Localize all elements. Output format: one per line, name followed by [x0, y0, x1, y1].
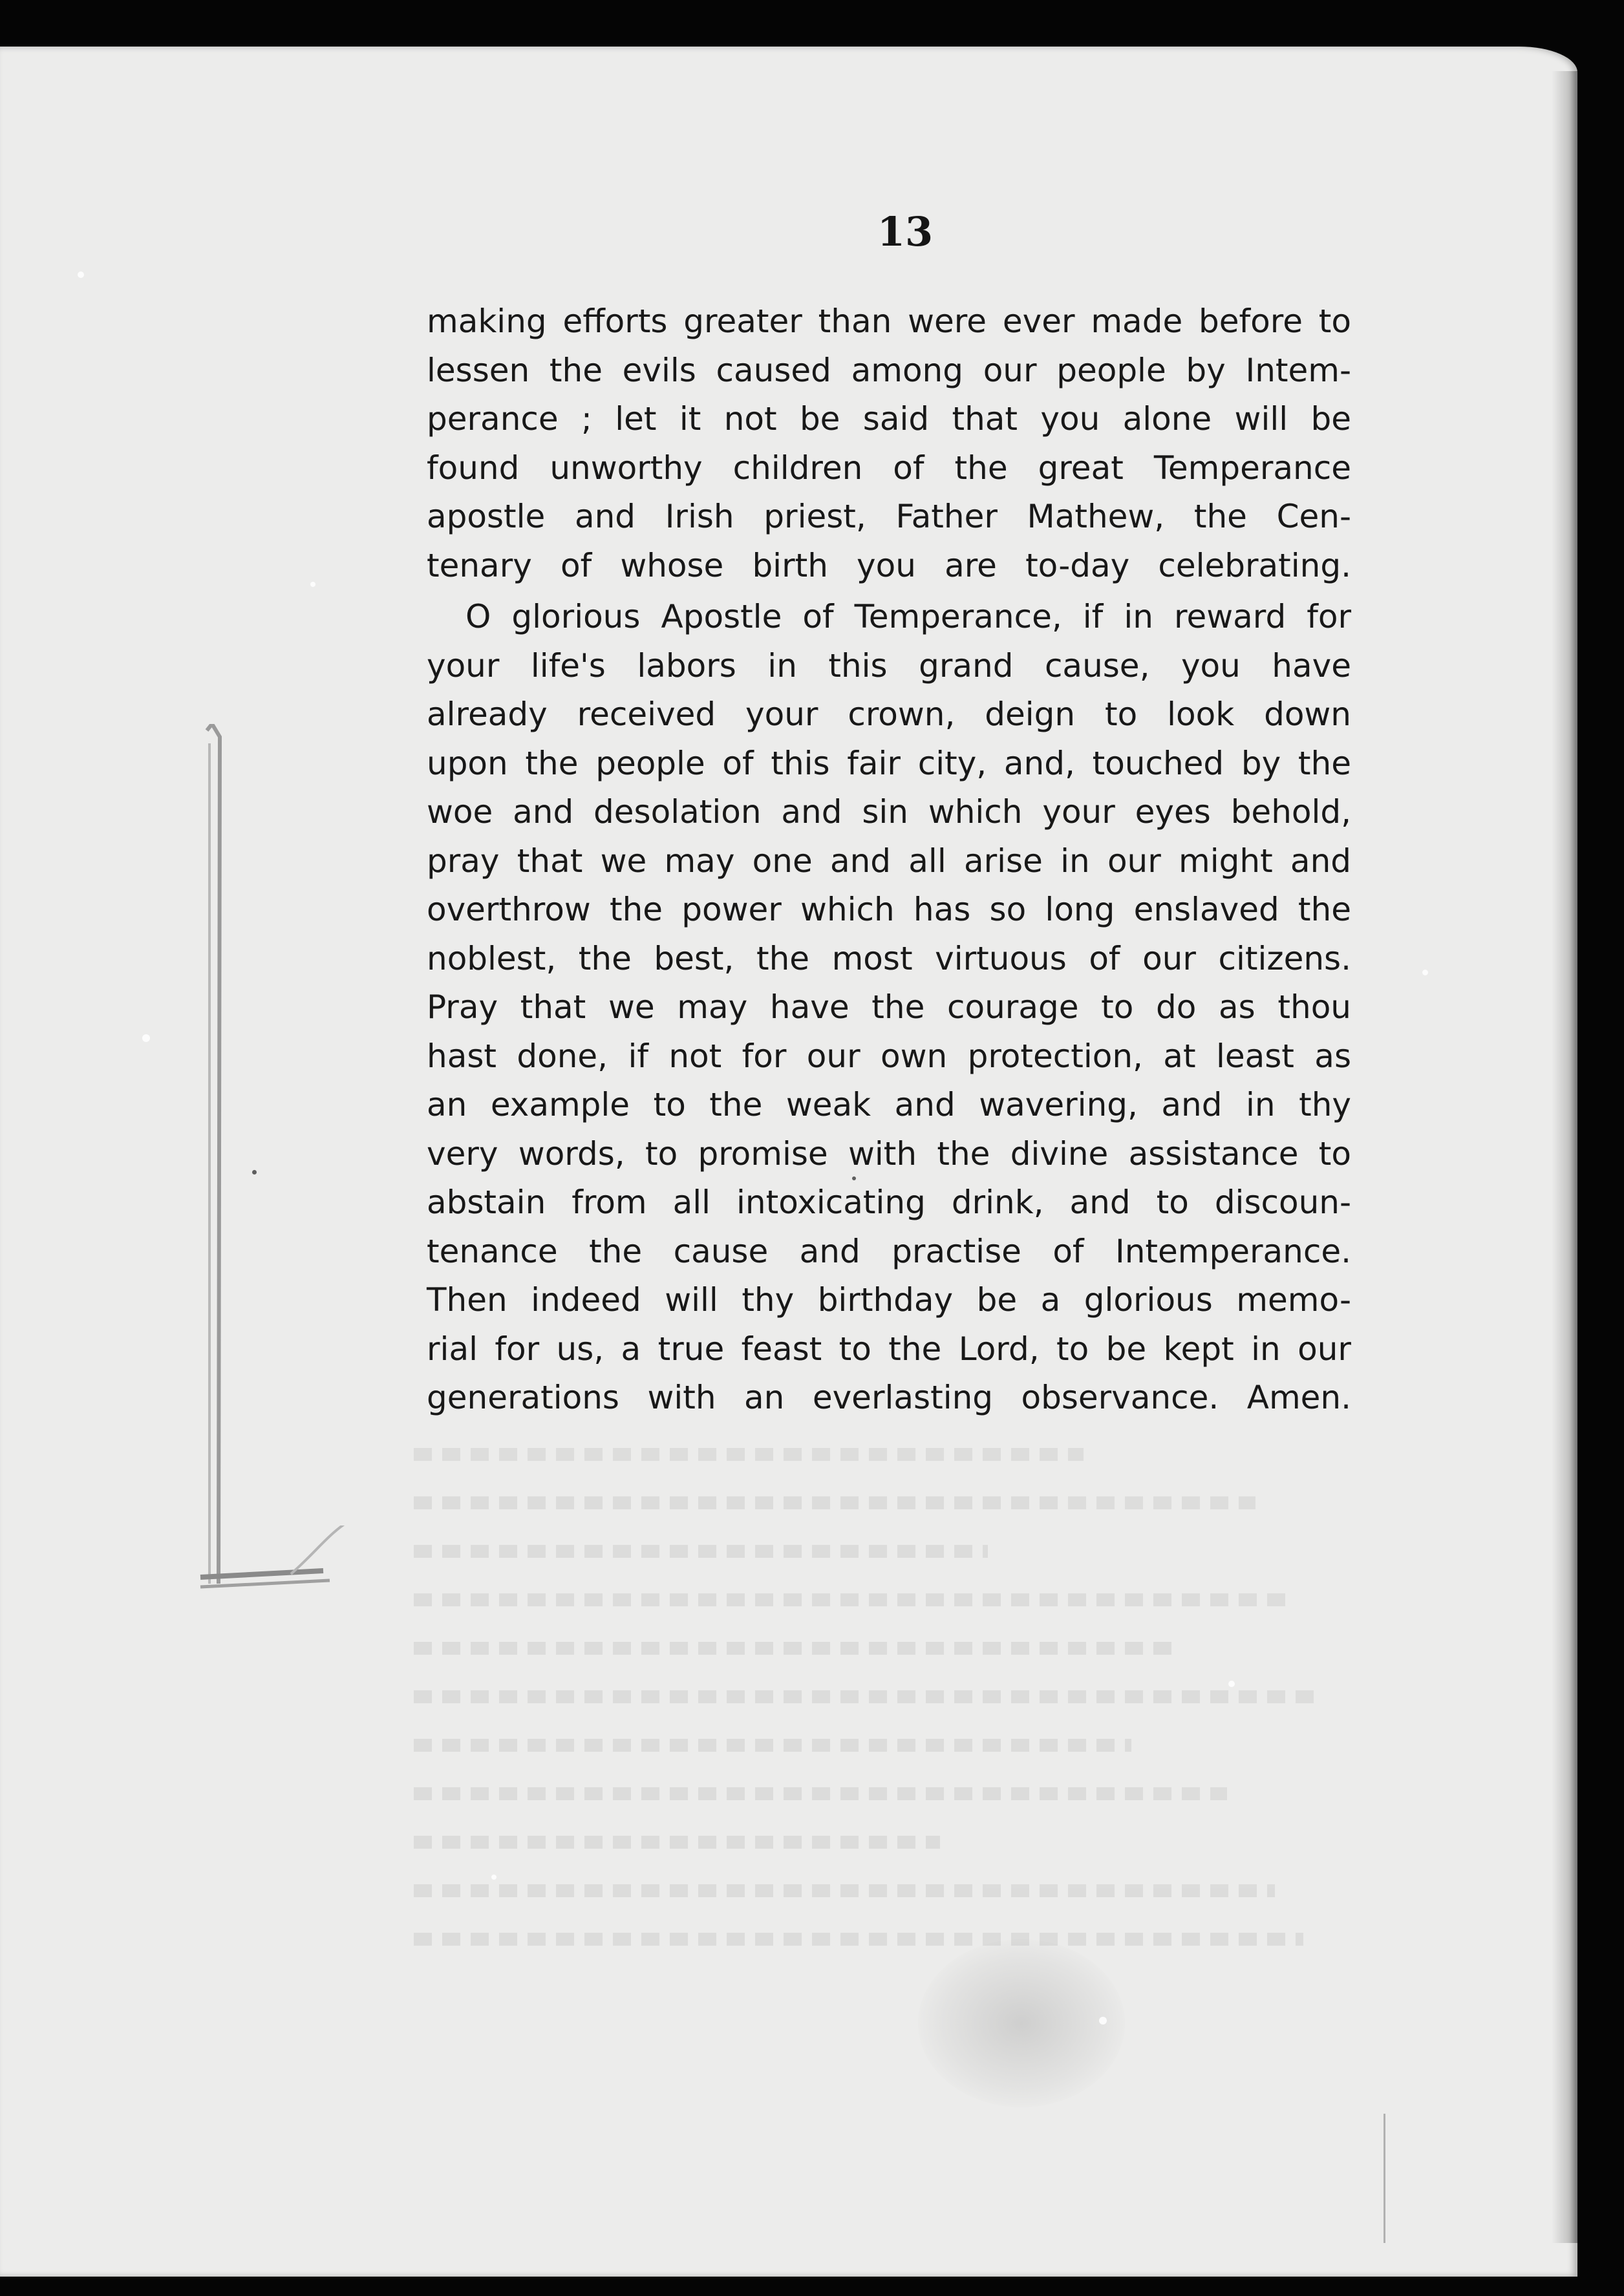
text-line: Then indeed will thy birthday be a glorious memo- [427, 1281, 1351, 1319]
text-line: apostle and Irish priest, Father Mathew, the Cen- [427, 498, 1351, 535]
text-line: making efforts greater than were ever made before to [427, 303, 1351, 340]
text-line: found unworthy children of the great Temperance [427, 449, 1351, 487]
paper-stain [918, 1939, 1125, 2107]
text-line: tenary of whose birth you are to-day celebrating. [427, 546, 1351, 584]
text-line: hast done, if not for our own protection, at least as [427, 1037, 1351, 1075]
text-line: perance ; let it not be said that you alone will be [427, 400, 1351, 438]
bleed-through-text [414, 1448, 1371, 2030]
paper-speck [491, 1875, 497, 1880]
text-line: upon the people of this fair city, and, touched by the [427, 744, 1351, 782]
text-line: Pray that we may have the courage to do as thou [427, 988, 1351, 1026]
ink-speck [252, 1170, 257, 1175]
text-line: O glorious Apostle of Temperance, if in reward for [465, 598, 1351, 635]
paper-speck [142, 1034, 150, 1042]
text-line: tenance the cause and practise of Intemperance. [427, 1232, 1351, 1270]
paper-speck [310, 582, 315, 587]
page-edge-shadow [1552, 71, 1577, 2243]
text-line: woe and desolation and sin which your eyes behold, [427, 793, 1351, 831]
paragraph [427, 297, 1351, 590]
paper-speck [1099, 2017, 1107, 2025]
paper-speck [1228, 1681, 1235, 1687]
text-line: already received your crown, deign to look down [427, 696, 1351, 733]
text-line: your life's labors in this grand cause, you have [427, 646, 1351, 685]
text-line: an example to the weak and wavering, and in thy [427, 1086, 1351, 1123]
page-number: 13 [877, 208, 934, 255]
text-line: pray that we may one and all arise in our might and [427, 842, 1351, 880]
page-fold-mark [1384, 2114, 1385, 2243]
body-text [427, 297, 1351, 1425]
text-line: abstain from all intoxicating drink, and to discoun- [427, 1184, 1351, 1221]
text-line: overthrow the power which has so long enslaved the [427, 891, 1351, 928]
paper-speck [1422, 970, 1428, 975]
paragraph [427, 593, 1351, 1423]
text-line: very words, to promise with the divine assistance to [427, 1134, 1351, 1173]
text-line: rial for us, a true feast to the Lord, to be kept in our [427, 1330, 1351, 1368]
text-line: generations with an everlasting observance. Amen. [427, 1379, 1351, 1416]
paper-speck [78, 271, 84, 278]
text-line: noblest, the best, the most virtuous of our citizens. [427, 939, 1351, 977]
binding-thread-mark [194, 724, 233, 1597]
binding-thread-knot [194, 1525, 362, 1597]
text-line: lessen the evils caused among our people by Intem- [427, 351, 1351, 389]
